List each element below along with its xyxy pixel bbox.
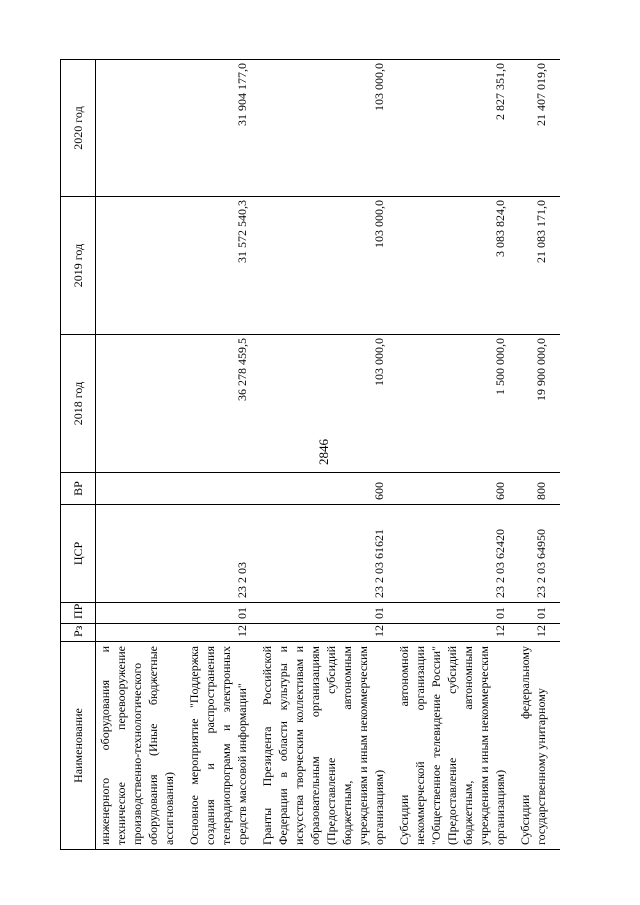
row-spacer bbox=[387, 60, 395, 850]
table-row bbox=[395, 60, 508, 850]
row-spacer bbox=[177, 60, 185, 850]
row-2018: 103 000,0 bbox=[258, 335, 387, 473]
table-row bbox=[258, 60, 387, 850]
header-2018: 2018 год bbox=[61, 335, 96, 473]
row-2018: 36 278 459,5 bbox=[185, 335, 250, 473]
row-2020 bbox=[96, 60, 178, 197]
row-vr bbox=[185, 473, 250, 505]
row-2019: 21 083 171,0 bbox=[516, 197, 549, 335]
row-2018 bbox=[96, 335, 178, 473]
row-pr: 01 bbox=[516, 603, 549, 624]
row-rz: 12 bbox=[258, 624, 387, 642]
row-name: инженерного оборудования и техническое перевооружение производственно-технологического оборудования (Иные бюджетные ассигнования) bbox=[96, 642, 178, 850]
row-continuation bbox=[549, 60, 560, 850]
row-csr: 23 2 03 bbox=[185, 505, 250, 603]
table-row bbox=[516, 60, 549, 850]
page-number: 2846 bbox=[316, 439, 331, 465]
row-2018: 1 500 000,0 bbox=[395, 335, 508, 473]
row-rz bbox=[96, 624, 178, 642]
row-vr: 800 bbox=[516, 473, 549, 505]
table-header-row bbox=[61, 60, 96, 850]
row-2019 bbox=[96, 197, 178, 335]
budget-table bbox=[60, 59, 560, 850]
row-csr: 23 2 03 64950 bbox=[516, 505, 549, 603]
row-vr: 600 bbox=[258, 473, 387, 505]
header-rz: Рз bbox=[61, 624, 96, 642]
row-csr: 23 2 03 62420 bbox=[395, 505, 508, 603]
row-rz: 12 bbox=[395, 624, 508, 642]
row-pr bbox=[96, 603, 178, 624]
row-2020: 31 904 177,0 bbox=[185, 60, 250, 197]
row-vr bbox=[96, 473, 178, 505]
row-spacer bbox=[508, 60, 516, 850]
header-pr: ПР bbox=[61, 603, 96, 624]
row-csr: 23 2 03 61621 bbox=[258, 505, 387, 603]
budget-table-rotated bbox=[60, 60, 585, 850]
row-name: Субсидии автономной некоммерческой организации "Общественное телевидение России" (Предоставление субсидий бюджетным, автономным учреждениям и иным некоммерческим организациям) bbox=[395, 642, 508, 850]
table-row bbox=[96, 60, 178, 850]
row-vr: 600 bbox=[395, 473, 508, 505]
row-pr: 01 bbox=[185, 603, 250, 624]
row-rz: 12 bbox=[516, 624, 549, 642]
row-2019: 103 000,0 bbox=[258, 197, 387, 335]
header-name: Наименование bbox=[61, 642, 96, 850]
row-2020: 103 000,0 bbox=[258, 60, 387, 197]
row-2020: 2 827 351,0 bbox=[395, 60, 508, 197]
row-name: Основное мероприятие "Поддержка создания и распространения телерадиопрограмм и электронных средств массовой информации" bbox=[185, 642, 250, 850]
row-name: Субсидии федеральному государственному унитарному bbox=[516, 642, 549, 850]
header-vr: ВР bbox=[61, 473, 96, 505]
header-csr: ЦСР bbox=[61, 505, 96, 603]
row-2020: 21 407 019,0 bbox=[516, 60, 549, 197]
header-2020: 2020 год bbox=[61, 60, 96, 197]
row-pr: 01 bbox=[395, 603, 508, 624]
row-2018: 19 900 000,0 bbox=[516, 335, 549, 473]
row-spacer bbox=[250, 60, 258, 850]
row-2019: 3 083 824,0 bbox=[395, 197, 508, 335]
header-2019: 2019 год bbox=[61, 197, 96, 335]
row-2019: 31 572 540,3 bbox=[185, 197, 250, 335]
row-name: Гранты Президента Российской Федерации в области культуры и искусства творческим коллективам и образовательным организациям (Предоставление субсидий бюджетным, автономным учреждениям и иным некоммерческим организациям) bbox=[258, 642, 387, 850]
table-row bbox=[185, 60, 250, 850]
row-rz: 12 bbox=[185, 624, 250, 642]
row-pr: 01 bbox=[258, 603, 387, 624]
row-csr bbox=[96, 505, 178, 603]
